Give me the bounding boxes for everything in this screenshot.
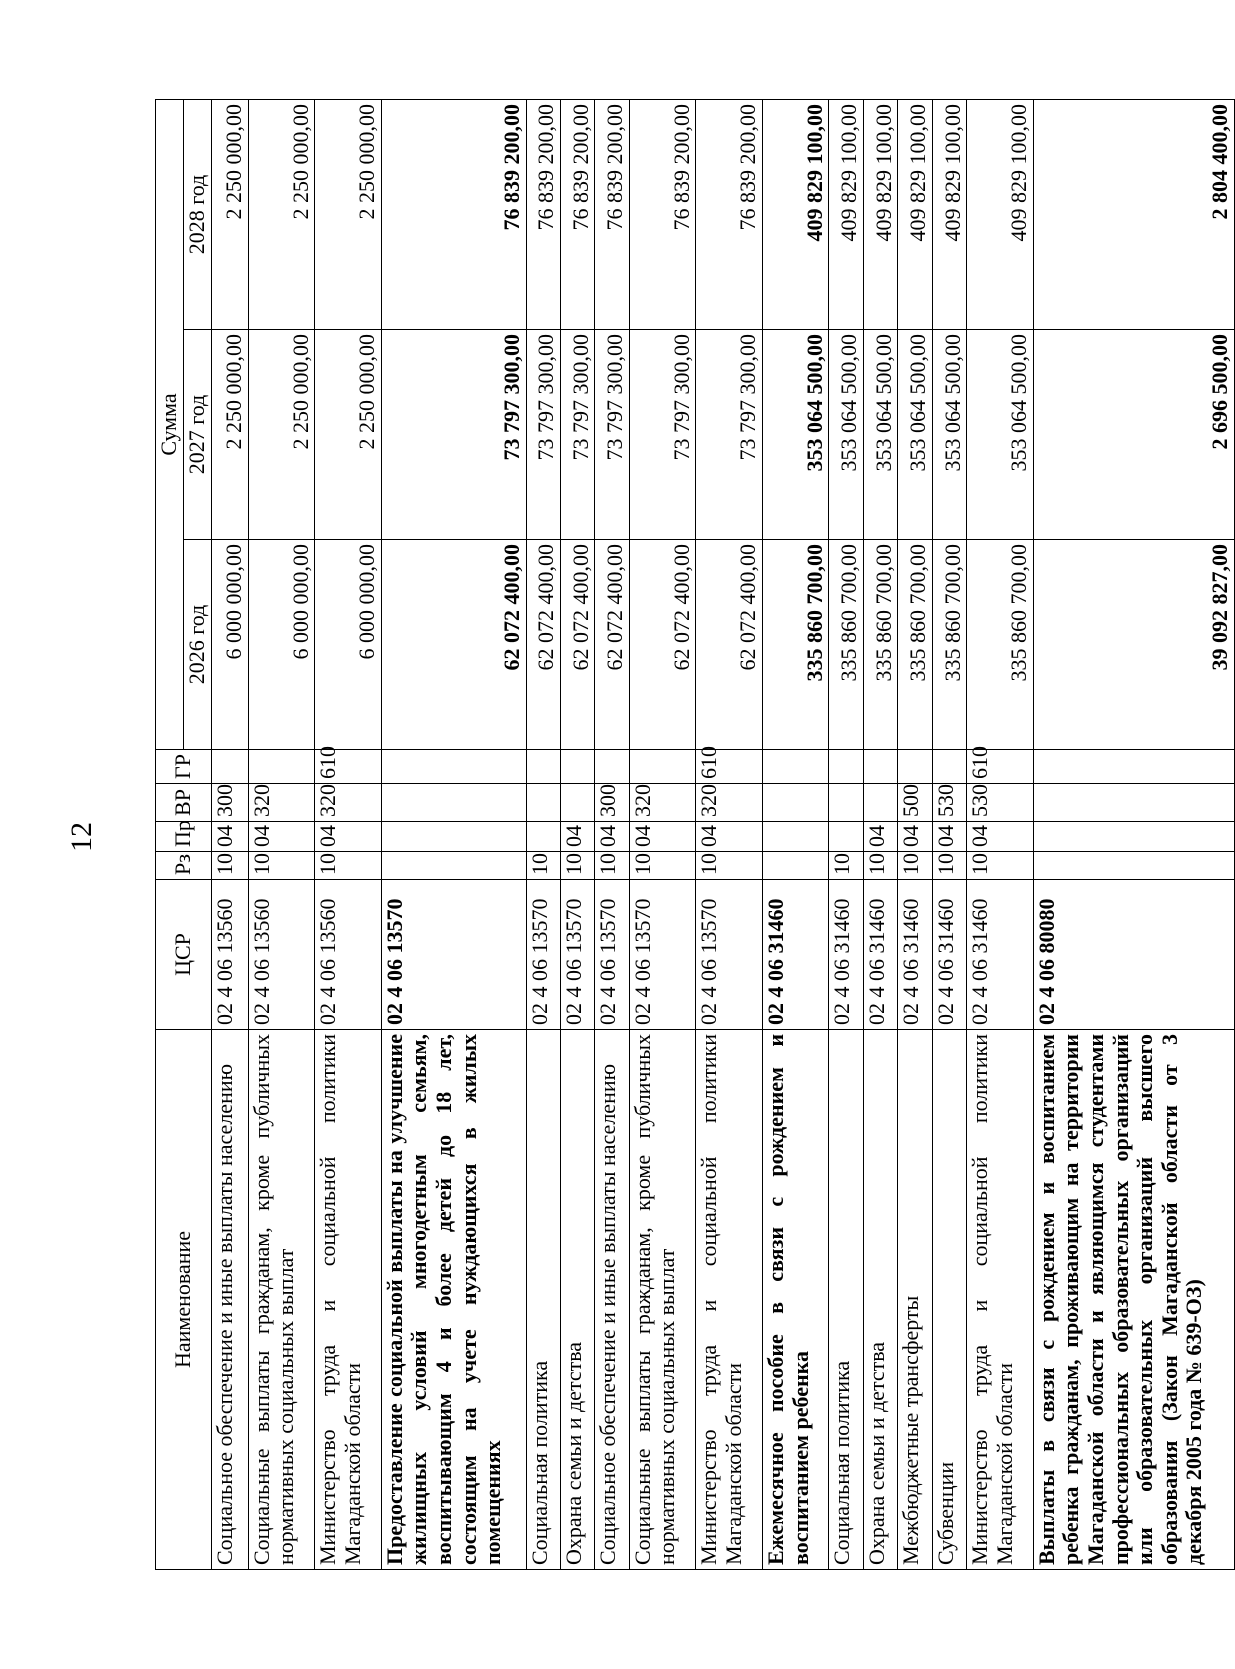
row-name: Социальные выплаты гражданам, кроме публичных нормативных социальных выплат bbox=[248, 1030, 315, 1570]
row-sum-2027: 2 696 500,00 bbox=[1033, 330, 1234, 540]
row-sum-2028: 2 250 000,00 bbox=[248, 100, 315, 330]
row-csr: 02 4 06 13560 bbox=[212, 880, 249, 1030]
row-vr bbox=[381, 784, 526, 822]
row-name: Социальная политика bbox=[829, 1030, 863, 1570]
row-csr: 02 4 06 31460 bbox=[967, 880, 1034, 1030]
row-name: Социальное обеспечение и иные выплаты населению bbox=[212, 1030, 249, 1570]
row-vr bbox=[762, 784, 829, 822]
row-sum-2027: 353 064 500,00 bbox=[967, 330, 1034, 540]
row-csr: 02 4 06 13570 bbox=[595, 880, 629, 1030]
row-rz bbox=[762, 852, 829, 880]
row-sum-2026: 62 072 400,00 bbox=[629, 540, 696, 750]
row-csr: 02 4 06 13560 bbox=[315, 880, 382, 1030]
row-sum-2026: 335 860 700,00 bbox=[898, 540, 932, 750]
row-csr: 02 4 06 13570 bbox=[696, 880, 763, 1030]
row-sum-2027: 73 797 300,00 bbox=[696, 330, 763, 540]
row-pr: 04 bbox=[967, 822, 1034, 852]
row-sum-2026: 6 000 000,00 bbox=[212, 540, 249, 750]
row-rz: 10 bbox=[932, 852, 966, 880]
row-pr bbox=[1033, 822, 1234, 852]
row-rz: 10 bbox=[898, 852, 932, 880]
row-gr bbox=[898, 750, 932, 784]
row-sum-2027: 2 250 000,00 bbox=[248, 330, 315, 540]
row-gr bbox=[212, 750, 249, 784]
row-sum-2028: 76 839 200,00 bbox=[696, 100, 763, 330]
row-pr: 04 bbox=[595, 822, 629, 852]
page-number: 12 bbox=[65, 822, 98, 852]
row-name: Социальные выплаты гражданам, кроме публичных нормативных социальных выплат bbox=[629, 1030, 696, 1570]
header-name: Наименование bbox=[156, 1030, 212, 1570]
row-vr bbox=[526, 784, 560, 822]
row-gr bbox=[762, 750, 829, 784]
row-rz: 10 bbox=[829, 852, 863, 880]
row-sum-2027: 2 250 000,00 bbox=[315, 330, 382, 540]
row-pr: 04 bbox=[863, 822, 897, 852]
table-row bbox=[315, 100, 382, 1570]
header-rz: Рз bbox=[156, 852, 212, 880]
row-sum-2027: 353 064 500,00 bbox=[863, 330, 897, 540]
row-vr: 320 bbox=[696, 784, 763, 822]
row-name: Межбюджетные трансферты bbox=[898, 1030, 932, 1570]
row-sum-2028: 409 829 100,00 bbox=[932, 100, 966, 330]
row-gr bbox=[381, 750, 526, 784]
row-csr: 02 4 06 31460 bbox=[932, 880, 966, 1030]
header-vr: ВР bbox=[156, 784, 212, 822]
row-sum-2027: 353 064 500,00 bbox=[898, 330, 932, 540]
row-name: Выплаты в связи с рождением и воспитанием ребенка гражданам, проживающим на территории Магаданской области и являющимся студентами профессиональных образовательных организаций или образовательных организаций высшего образования (Закон Магаданской области от 3 декабря 2005 года № 639-ОЗ) bbox=[1033, 1030, 1234, 1570]
row-sum-2027: 73 797 300,00 bbox=[629, 330, 696, 540]
row-sum-2027: 73 797 300,00 bbox=[595, 330, 629, 540]
row-csr: 02 4 06 31460 bbox=[863, 880, 897, 1030]
row-vr: 300 bbox=[595, 784, 629, 822]
rotated-table-container bbox=[155, 100, 1235, 1570]
row-name: Министерство труда и социальной политики Магаданской области bbox=[315, 1030, 382, 1570]
row-pr: 04 bbox=[696, 822, 763, 852]
row-rz: 10 bbox=[629, 852, 696, 880]
row-name: Охрана семьи и детства bbox=[863, 1030, 897, 1570]
row-vr: 300 bbox=[212, 784, 249, 822]
table-row bbox=[595, 100, 629, 1570]
row-gr bbox=[629, 750, 696, 784]
row-sum-2026: 335 860 700,00 bbox=[863, 540, 897, 750]
row-gr bbox=[595, 750, 629, 784]
row-sum-2028: 76 839 200,00 bbox=[526, 100, 560, 330]
budget-table bbox=[155, 99, 1235, 1570]
row-sum-2028: 409 829 100,00 bbox=[898, 100, 932, 330]
row-pr: 04 bbox=[248, 822, 315, 852]
row-pr bbox=[829, 822, 863, 852]
row-sum-2026: 62 072 400,00 bbox=[381, 540, 526, 750]
row-name: Министерство труда и социальной политики Магаданской области bbox=[967, 1030, 1034, 1570]
row-sum-2028: 76 839 200,00 bbox=[381, 100, 526, 330]
table-row bbox=[898, 100, 932, 1570]
row-csr: 02 4 06 13570 bbox=[629, 880, 696, 1030]
row-sum-2028: 76 839 200,00 bbox=[629, 100, 696, 330]
row-sum-2027: 73 797 300,00 bbox=[526, 330, 560, 540]
row-pr bbox=[762, 822, 829, 852]
row-gr bbox=[932, 750, 966, 784]
row-csr: 02 4 06 13570 bbox=[526, 880, 560, 1030]
table-row bbox=[526, 100, 560, 1570]
row-sum-2026: 62 072 400,00 bbox=[560, 540, 594, 750]
table-row bbox=[829, 100, 863, 1570]
row-gr bbox=[560, 750, 594, 784]
row-gr: 610 bbox=[967, 750, 1034, 784]
row-vr bbox=[863, 784, 897, 822]
row-rz: 10 bbox=[212, 852, 249, 880]
row-sum-2026: 62 072 400,00 bbox=[696, 540, 763, 750]
table-row bbox=[967, 100, 1034, 1570]
row-name: Социальное обеспечение и иные выплаты населению bbox=[595, 1030, 629, 1570]
row-sum-2027: 73 797 300,00 bbox=[560, 330, 594, 540]
row-rz: 10 bbox=[560, 852, 594, 880]
row-sum-2026: 335 860 700,00 bbox=[829, 540, 863, 750]
row-rz: 10 bbox=[967, 852, 1034, 880]
row-rz: 10 bbox=[595, 852, 629, 880]
row-vr bbox=[560, 784, 594, 822]
row-sum-2027: 353 064 500,00 bbox=[762, 330, 829, 540]
header-year-2028: 2028 год bbox=[184, 100, 212, 330]
row-gr bbox=[248, 750, 315, 784]
row-sum-2027: 353 064 500,00 bbox=[932, 330, 966, 540]
row-sum-2027: 2 250 000,00 bbox=[212, 330, 249, 540]
row-name: Охрана семьи и детства bbox=[560, 1030, 594, 1570]
header-gr: ГР bbox=[156, 750, 212, 784]
row-rz: 10 bbox=[526, 852, 560, 880]
table-row bbox=[696, 100, 763, 1570]
table-row bbox=[863, 100, 897, 1570]
row-gr bbox=[526, 750, 560, 784]
row-sum-2028: 2 250 000,00 bbox=[212, 100, 249, 330]
table-row bbox=[762, 100, 829, 1570]
table-row bbox=[1033, 100, 1234, 1570]
row-sum-2028: 409 829 100,00 bbox=[967, 100, 1034, 330]
row-sum-2028: 76 839 200,00 bbox=[560, 100, 594, 330]
row-gr: 610 bbox=[696, 750, 763, 784]
row-sum-2028: 409 829 100,00 bbox=[829, 100, 863, 330]
table-row bbox=[629, 100, 696, 1570]
row-sum-2026: 335 860 700,00 bbox=[967, 540, 1034, 750]
row-rz: 10 bbox=[696, 852, 763, 880]
row-vr bbox=[1033, 784, 1234, 822]
row-pr: 04 bbox=[898, 822, 932, 852]
row-sum-2028: 2 250 000,00 bbox=[315, 100, 382, 330]
row-sum-2026: 62 072 400,00 bbox=[595, 540, 629, 750]
row-csr: 02 4 06 31460 bbox=[762, 880, 829, 1030]
table-row bbox=[560, 100, 594, 1570]
table-row bbox=[212, 100, 249, 1570]
row-sum-2028: 2 804 400,00 bbox=[1033, 100, 1234, 330]
row-csr: 02 4 06 13570 bbox=[560, 880, 594, 1030]
header-year-2027: 2027 год bbox=[184, 330, 212, 540]
row-sum-2026: 6 000 000,00 bbox=[248, 540, 315, 750]
table-row bbox=[248, 100, 315, 1570]
row-csr: 02 4 06 31460 bbox=[898, 880, 932, 1030]
row-rz: 10 bbox=[863, 852, 897, 880]
row-name: Субвенции bbox=[932, 1030, 966, 1570]
row-vr bbox=[829, 784, 863, 822]
row-pr: 04 bbox=[932, 822, 966, 852]
header-pr: Пр bbox=[156, 822, 212, 852]
row-vr: 320 bbox=[629, 784, 696, 822]
row-sum-2027: 73 797 300,00 bbox=[381, 330, 526, 540]
row-csr: 02 4 06 31460 bbox=[829, 880, 863, 1030]
row-pr: 04 bbox=[560, 822, 594, 852]
row-sum-2028: 409 829 100,00 bbox=[863, 100, 897, 330]
row-gr bbox=[863, 750, 897, 784]
row-gr bbox=[1033, 750, 1234, 784]
row-vr: 530 bbox=[967, 784, 1034, 822]
row-pr: 04 bbox=[212, 822, 249, 852]
table-row bbox=[381, 100, 526, 1570]
row-pr bbox=[526, 822, 560, 852]
row-sum-2026: 39 092 827,00 bbox=[1033, 540, 1234, 750]
row-sum-2026: 62 072 400,00 bbox=[526, 540, 560, 750]
row-pr bbox=[381, 822, 526, 852]
header-csr: ЦСР bbox=[156, 880, 212, 1030]
row-name: Министерство труда и социальной политики Магаданской области bbox=[696, 1030, 763, 1570]
row-sum-2028: 409 829 100,00 bbox=[762, 100, 829, 330]
row-rz: 10 bbox=[315, 852, 382, 880]
row-csr: 02 4 06 13570 bbox=[381, 880, 526, 1030]
row-sum-2028: 76 839 200,00 bbox=[595, 100, 629, 330]
row-vr: 320 bbox=[248, 784, 315, 822]
table-body bbox=[212, 100, 1235, 1570]
header-sum: Сумма bbox=[156, 100, 184, 750]
row-sum-2026: 335 860 700,00 bbox=[762, 540, 829, 750]
row-vr: 530 bbox=[932, 784, 966, 822]
row-vr: 320 bbox=[315, 784, 382, 822]
row-pr: 04 bbox=[315, 822, 382, 852]
row-rz bbox=[1033, 852, 1234, 880]
row-gr: 610 bbox=[315, 750, 382, 784]
row-sum-2026: 335 860 700,00 bbox=[932, 540, 966, 750]
row-sum-2027: 353 064 500,00 bbox=[829, 330, 863, 540]
header-year-2026: 2026 год bbox=[184, 540, 212, 750]
row-name: Ежемесячное пособие в связи с рождением и воспитанием ребенка bbox=[762, 1030, 829, 1570]
row-rz bbox=[381, 852, 526, 880]
row-vr: 500 bbox=[898, 784, 932, 822]
row-csr: 02 4 06 13560 bbox=[248, 880, 315, 1030]
row-pr: 04 bbox=[629, 822, 696, 852]
row-sum-2026: 6 000 000,00 bbox=[315, 540, 382, 750]
row-rz: 10 bbox=[248, 852, 315, 880]
row-name: Социальная политика bbox=[526, 1030, 560, 1570]
row-name: Предоставление социальной выплаты на улучшение жилищных условий многодетным семьям, воспитывающим 4 и более детей до 18 лет, состоящим на учете нуждающихся в жилых помещениях bbox=[381, 1030, 526, 1570]
table-row bbox=[932, 100, 966, 1570]
row-csr: 02 4 06 80080 bbox=[1033, 880, 1234, 1030]
row-gr bbox=[829, 750, 863, 784]
